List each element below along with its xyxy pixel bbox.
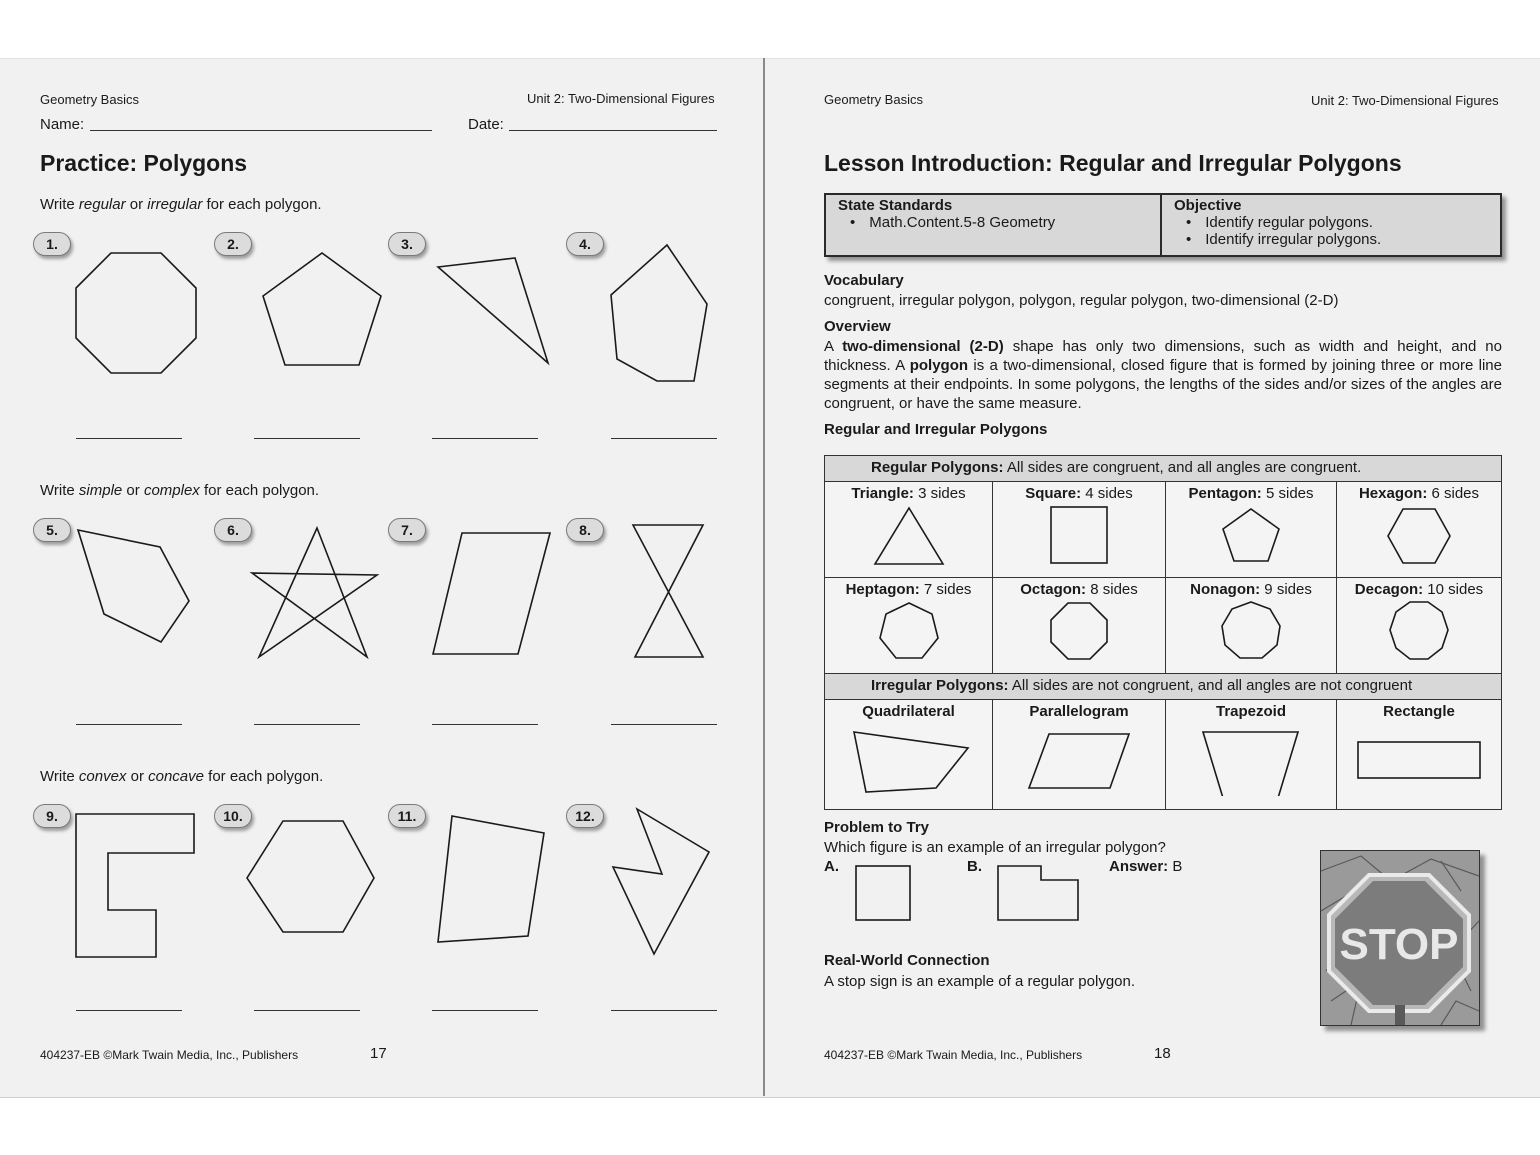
problem-number-badge: 5. — [33, 518, 71, 542]
regular-shape-cell: Triangle: 3 sides — [825, 482, 993, 578]
option-a-square-icon — [853, 864, 913, 922]
standards-item: • Math.Content.5-8 Geometry — [850, 214, 1056, 231]
stop-sign-icon — [1321, 851, 1479, 1025]
shape-pentagon — [263, 253, 381, 365]
shape-bowtie — [633, 525, 703, 657]
quadrilateral-icon — [844, 720, 974, 796]
shape-irregular-pentagon — [78, 530, 189, 642]
polygons-table-heading: Regular and Irregular Polygons — [824, 421, 1048, 438]
problem-number-badge: 4. — [566, 232, 604, 256]
octagon-icon — [1039, 598, 1119, 664]
problem-number-badge: 10. — [214, 804, 252, 828]
square-icon — [1039, 502, 1119, 568]
decagon-icon — [1379, 598, 1459, 664]
instruction-regular-irregular: Write regular or irregular for each polygon. — [40, 196, 322, 213]
right-header-book-title: Geometry Basics — [824, 92, 923, 107]
right-footer-copyright: 404237-EB ©Mark Twain Media, Inc., Publishers — [824, 1048, 1083, 1062]
pentagon-icon — [1211, 502, 1291, 568]
irregular-shape-cell: Parallelogram — [993, 700, 1166, 810]
nonagon-icon — [1211, 598, 1291, 664]
problem-text: Which figure is an example of an irregular polygon? — [824, 839, 1166, 856]
left-page-title: Practice: Polygons — [40, 150, 248, 176]
irregular-shape-cell: Trapezoid — [1166, 700, 1337, 810]
problem-heading: Problem to Try — [824, 819, 930, 836]
right-page — [765, 58, 1540, 1096]
problem-number-badge: 1. — [33, 232, 71, 256]
problem-number-badge: 7. — [388, 518, 426, 542]
problem-number-badge: 6. — [214, 518, 252, 542]
standards-objective-box — [824, 193, 1502, 257]
left-footer-copyright: 404237-EB ©Mark Twain Media, Inc., Publishers — [40, 1048, 299, 1062]
problem-number-badge: 9. — [33, 804, 71, 828]
shape-scalene-triangle — [438, 258, 548, 363]
shape-c-shape — [76, 814, 194, 957]
option-a-label: A. — [824, 858, 839, 875]
answer-line[interactable] — [611, 724, 717, 725]
regular-polygons-band: Regular Polygons: All sides are congruent, and all angles are congruent. — [825, 456, 1502, 482]
regular-shape-cell: Square: 4 sides — [993, 482, 1166, 578]
answer-line[interactable] — [76, 438, 182, 439]
instruction-simple-complex: Write simple or complex for each polygon. — [40, 482, 320, 499]
shape-parallelogram — [433, 533, 550, 654]
problem-number-badge: 2. — [214, 232, 252, 256]
parallelogram-icon — [1014, 720, 1144, 796]
regular-shape-cell: Pentagon: 5 sides — [1166, 482, 1337, 578]
polygons-table — [824, 455, 1502, 810]
shape-irregular-hexagon — [611, 245, 707, 381]
left-page — [0, 58, 763, 1096]
answer-line[interactable] — [611, 438, 717, 439]
objective-heading: Objective — [1174, 197, 1242, 214]
option-b-label: B. — [967, 858, 982, 875]
overview-heading: Overview — [824, 318, 891, 335]
regular-shape-cell: Decagon: 10 sides — [1337, 578, 1502, 674]
option-b-notched-shape-icon — [995, 864, 1081, 922]
realworld-heading: Real-World Connection — [824, 952, 990, 969]
irregular-shape-cell: Rectangle — [1337, 700, 1502, 810]
trapezoid-icon — [1186, 720, 1316, 796]
answer-line[interactable] — [432, 1010, 538, 1011]
irregular-shape-cell: Quadrilateral — [825, 700, 993, 810]
answer-line[interactable] — [611, 1010, 717, 1011]
standards-heading: State Standards — [838, 197, 953, 214]
overview-text: A two-dimensional (2-D) shape has only two dimensions, such as width and height, and no thickness. A polygon is a two-dimensional, closed figure that is formed by joining three or more line segments at their endpoints. In some polygons, the lengths of the sides and/or sizes of the angles are congruent, or have the same measure. — [824, 338, 1502, 412]
practice-shapes — [0, 58, 763, 1096]
left-header-book-title: Geometry Basics — [40, 92, 139, 107]
vocabulary-heading: Vocabulary — [824, 272, 904, 289]
answer-line[interactable] — [76, 724, 182, 725]
answer-line[interactable] — [76, 1010, 182, 1011]
problem-number-badge: 3. — [388, 232, 426, 256]
answer-line[interactable] — [432, 438, 538, 439]
instruction-convex-concave: Write convex or concave for each polygon. — [40, 768, 324, 785]
regular-shape-cell: Heptagon: 7 sides — [825, 578, 993, 674]
heptagon-icon — [869, 598, 949, 664]
answer: Answer: B — [1109, 858, 1183, 875]
answer-line[interactable] — [254, 438, 360, 439]
right-header-unit: Unit 2: Two-Dimensional Figures — [1311, 93, 1499, 108]
hexagon-icon — [1379, 502, 1459, 568]
realworld-text: A stop sign is an example of a regular polygon. — [824, 973, 1136, 990]
regular-shape-cell: Hexagon: 6 sides — [1337, 482, 1502, 578]
rectangle-icon — [1354, 720, 1484, 796]
shape-star — [252, 528, 377, 657]
vocabulary-text: congruent, irregular polygon, polygon, regular polygon, two-dimensional (2-D) — [824, 292, 1339, 309]
shape-octagon — [76, 253, 196, 373]
shape-concave-quadrilateral — [613, 809, 709, 954]
problem-number-badge: 12. — [566, 804, 604, 828]
objective-item: • Identify irregular polygons. — [1186, 231, 1382, 248]
irregular-polygons-band: Irregular Polygons: All sides are not congruent, and all angles are not congruent — [825, 674, 1502, 700]
regular-shape-cell: Octagon: 8 sides — [993, 578, 1166, 674]
stop-sign-photo — [1320, 850, 1480, 1026]
right-page-title: Lesson Introduction: Regular and Irregular Polygons — [824, 150, 1402, 176]
regular-shape-cell: Nonagon: 9 sides — [1166, 578, 1337, 674]
left-page-number: 17 — [370, 1045, 387, 1062]
shape-irregular-quadrilateral — [438, 816, 544, 942]
left-header-unit: Unit 2: Two-Dimensional Figures — [527, 91, 715, 106]
problem-number-badge: 11. — [388, 804, 426, 828]
stop-sign-text: STOP — [1339, 920, 1459, 969]
shape-hexagon — [247, 821, 374, 932]
name-label: Name: — [40, 116, 85, 133]
answer-line[interactable] — [254, 1010, 360, 1011]
date-label: Date: — [468, 116, 504, 133]
answer-line[interactable] — [254, 724, 360, 725]
right-page-number: 18 — [1154, 1045, 1171, 1062]
answer-line[interactable] — [432, 724, 538, 725]
triangle-icon — [869, 502, 949, 568]
problem-number-badge: 8. — [566, 518, 604, 542]
objective-item: • Identify regular polygons. — [1186, 214, 1373, 231]
